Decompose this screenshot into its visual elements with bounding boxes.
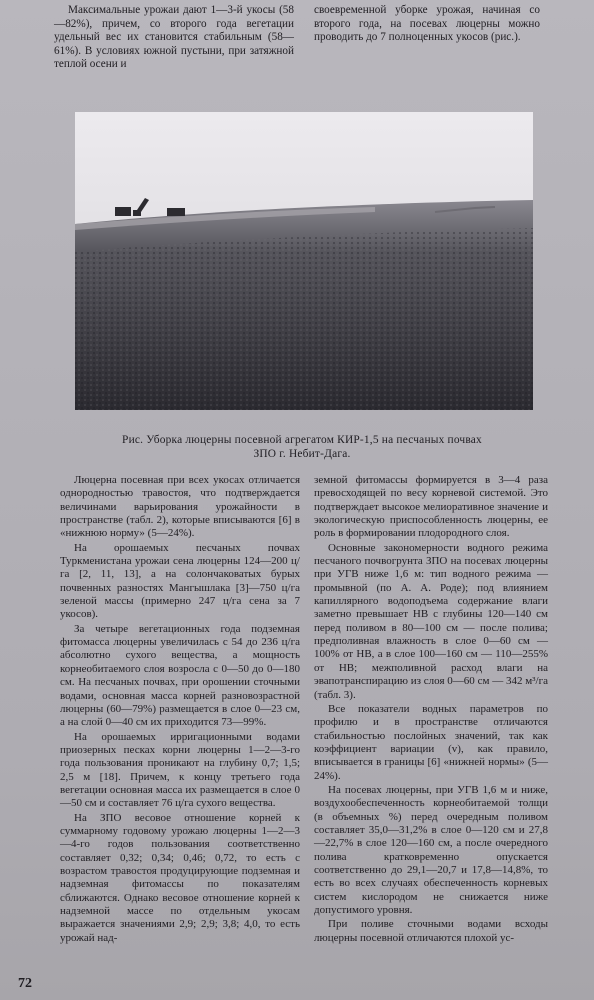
paragraph: На ЗПО весовое отношение корней к суммарному годовому урожаю люцерны 1—2—3—4-го годов пользования соответственно составляет 0,32; 0,34; 0,46; 0,72, то есть с возрастом травостоя продуцирующие подземная и надземная фитомассы по показателям сближаются. Однако весовое отношение корней к надземной массе по отдельным укосам выражается значениями 2,9; 2,9; 3,8; 4,0, то есть урожай над-: [60, 811, 300, 944]
paragraph: При поливе сточными водами всходы люцерны посевной отличаются плохой ус-: [314, 918, 548, 944]
top-left-column: [54, 4, 294, 72]
paragraph: На орошаемых песчаных почвах Туркменистана урожаи сена люцерны 124—200 ц/га [2, 11, 13], а на солончаковатых бурых почвенных разностях Мангышлака [3]—750 ц/га зеленой массы (примерно 247 ц/га сена за 7 укосов).: [60, 541, 300, 621]
paragraph: Все показатели водных параметров по профилю и в пространстве отличаются стабильностью послойных значений, так как коэффициент вариации (v), как правило, вписывается в границы [6] «нижней нормы» (5—24%).: [314, 702, 548, 782]
paragraph: своевременной уборке урожая, начиная со второго года, на посевах люцерны можно проводить до 7 полноценных укосов (рис.).: [314, 4, 540, 44]
caption-line: ЗПО г. Небит-Дага.: [253, 448, 351, 460]
harvest-photo: [75, 112, 533, 410]
paragraph: За четыре вегетационных года подземная фитомасса люцерны увеличилась с 54 до 236 ц/га абсолютно сухого вещества, а мощность корнеобитаемого слоя возросла с 0—50 до 0—180 см. На песчаных почвах, при орошении сточными водами, основная масса корней разновозрастной люцерны (60—79%) размещается в слое 0—23 см, а на слой 0—40 см их приходится 73—99%.: [60, 622, 300, 729]
left-column: [60, 474, 300, 945]
paragraph: Максимальные урожаи дают 1—3-й укосы (58—82%), причем, со второго года вегетации удельный вес их становится стабильным (58—61%). В условиях южной пустыни, при затяжной теплой осени и: [54, 4, 294, 71]
paragraph: Основные закономерности водного режима песчаного почвогрунта ЗПО на посевах люцерны при УГВ ниже 1,6 м: тип водного режима — промывной (по А. А. Роде); под влиянием капиллярного водоподъема содержание влаги заметно превышает НВ с глубины 120—140 см перед поливом в 80—100 см — после полива; предполивная влажность в слое 0—60 см — 100% от НВ, а в слое 100—160 см — 110—255% от НВ; межполивной расход влаги на эвапотранспирацию из слоя 0—60 см — 342 м³/га (табл. 3).: [314, 541, 548, 701]
page-number: 72: [18, 976, 32, 991]
paragraph: На орошаемых ирригационными водами приозерных песках корни люцерны 1—2—3-го года пользования проникают на глубину 0,7; 1,5; 2,5 м [18]. Причем, к концу третьего года вегетации основная масса их размещается в слое 0—50 см и составляет 76 ц/га сухого вещества.: [60, 730, 300, 810]
paragraph: Люцерна посевная при всех укосах отличается однородностью травостоя, что подтверждается величинами варьирования урожайности в пространстве (табл. 2), которые вписываются [6] в «нижнюю норму» (5—24%).: [60, 474, 300, 540]
caption-line: Рис. Уборка люцерны посевной агрегатом КИР-1,5 на песчаных почвах: [122, 434, 482, 446]
paragraph: земной фитомассы формируется в 3—4 раза превосходящей по весу корневой системой. Это подтверждает высокое мелиоративное значение и экологическую приспособленность люцерны, ее роль в формировании плодородного слоя.: [314, 474, 548, 540]
figure-caption: [60, 433, 544, 461]
top-right-column: [314, 4, 540, 45]
paragraph: На посевах люцерны, при УГВ 1,6 м и ниже, воздухообеспеченность корнеобитаемой толщи (в объемных %) перед очередным поливом составляет 35,0—31,2% в слое 0—120 см и 27,8—22,7% в слое 120—160 см, а после очередного полива кратковременно опускается соответственно до 29,1—20,7 и 17,8—14,8%, то есть во всех случаях обеспеченность корневых систем кислородом не снижается ниже допустимого уровня.: [314, 783, 548, 916]
field-photo-image: [75, 112, 533, 410]
right-column: [314, 474, 548, 945]
